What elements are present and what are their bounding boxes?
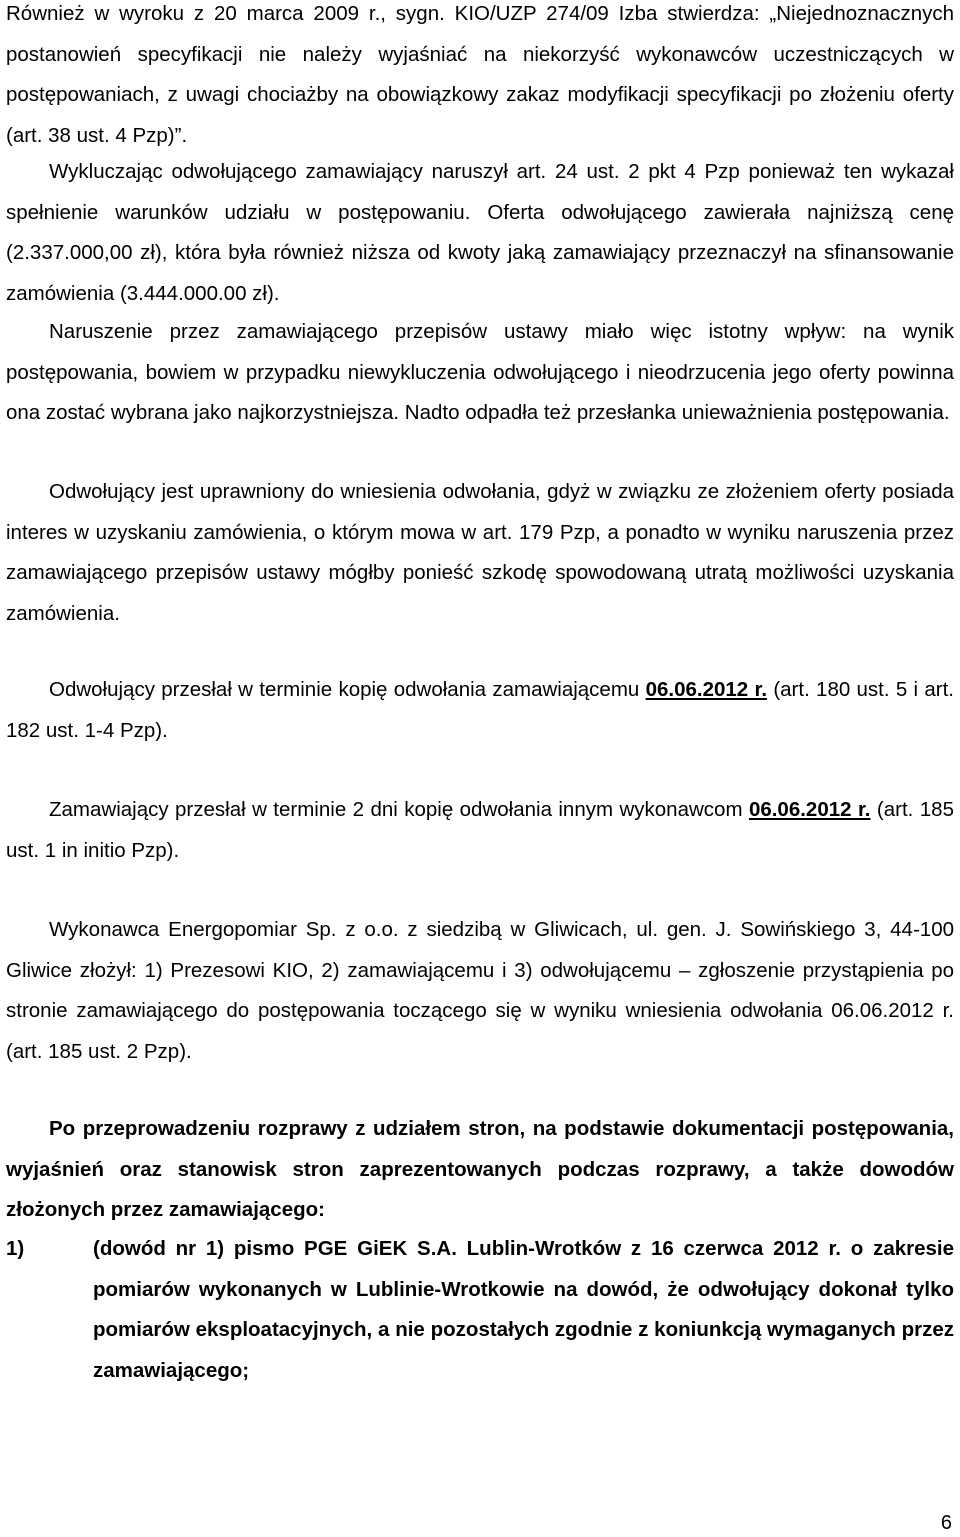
paragraph-po-przeprowadzeniu: Po przeprowadzeniu rozprawy z udziałem stron, na podstawie dokumentacji postępowania, wyjaśnień oraz stanowisk stron zaprezentowanych podczas rozprawy, a także dowodów złożonych przez zamawiającego: (6, 1117, 954, 1221)
page-number: 6 (940, 1512, 952, 1534)
paragraph-przystapienie: Wykonawca Energopomiar Sp. z o.o. z siedzibą w Gliwicach, ul. gen. J. Sowińskiego 3, 44-100 Gliwice złożył: 1) Prezesowi KIO, 2) zamawiającemu i 3) odwołującemu – zgłoszenie przystąpienia po stronie zamawiającego do postępowania toczącego się w wyniku wniesienia odwołania 06.06.2012 r. (art. 185 ust. 2 Pzp). (6, 918, 954, 1063)
paragraph-naruszenie: Naruszenie przez zamawiającego przepisów ustawy miało więc istotny wpływ: na wynik postępowania, bowiem w przypadku niewykluczenia odwołującego i nieodrzucenia jego oferty powinna ona zostać wybrana jako najkorzystniejsza. Nadto odpadła też przesłanka unieważnienia postępowania. (6, 320, 954, 424)
paragraph-kopia-wykonawcy (6, 790, 954, 871)
text-segment: (art. 180 ust. 5 i art. 182 ust. 1-4 Pzp). (6, 678, 954, 742)
text-segment: Zamawiający przesłał w terminie 2 dni kopię odwołania innym wykonawcom (49, 798, 749, 821)
list-item (6, 1229, 954, 1399)
text-segment: (art. 185 ust. 1 in initio Pzp). (6, 798, 954, 862)
list-number: 1) (6, 1237, 25, 1260)
paragraph-uprawnienie: Odwołujący jest uprawniony do wniesienia odwołania, gdyż w związku ze złożeniem oferty posiada interes w uzyskaniu zamówienia, o którym mowa w art. 179 Pzp, a ponadto w wyniku naruszenia przez zamawiającego przepisów ustawy mógłby ponieść szkodę spowodowaną utratą możliwości uzyskania zamówienia. (6, 480, 954, 625)
date-underlined: 06.06.2012 r. (645, 678, 768, 701)
text-segment: Odwołujący przesłał w terminie kopię odwołania zamawiającemu (49, 678, 646, 701)
list-text: (dowód nr 1) pismo PGE GiEK S.A. Lublin-Wrotków z 16 czerwca 2012 r. o zakresie pomiarów wykonanych w Lublinie-Wrotkowie na dowód, że odwołujący dokonał tylko pomiarów eksploatacyjnych, a nie pozostałych zgodnie z koniunkcją wymaganych przez zamawiającego; (93, 1237, 954, 1382)
date-underlined: 06.06.2012 r. (748, 798, 871, 821)
paragraph-wykluczenie: Wykluczając odwołującego zamawiający naruszył art. 24 ust. 2 pkt 4 Pzp ponieważ ten wykazał spełnienie warunków udziału w postępowaniu. Oferta odwołującego zawierała najniższą cenę (2.337.000,00 zł), która była również niższa od kwoty jaką zamawiający przeznaczył na sfinansowanie zamówienia (3.444.000.00 zł). (6, 160, 954, 305)
paragraph-kopia-zamawiajacy (6, 670, 954, 751)
paragraph-wyrok-kio: Również w wyroku z 20 marca 2009 r., sygn. KIO/UZP 274/09 Izba stwierdza: „Niejednoznacznych postanowień specyfikacji nie należy wyjaśniać na niekorzyść wykonawców uczestniczących w postępowaniach, z uwagi chociażby na obowiązkowy zakaz modyfikacji specyfikacji po złożeniu oferty (art. 38 ust. 4 Pzp)”. (6, 2, 954, 147)
